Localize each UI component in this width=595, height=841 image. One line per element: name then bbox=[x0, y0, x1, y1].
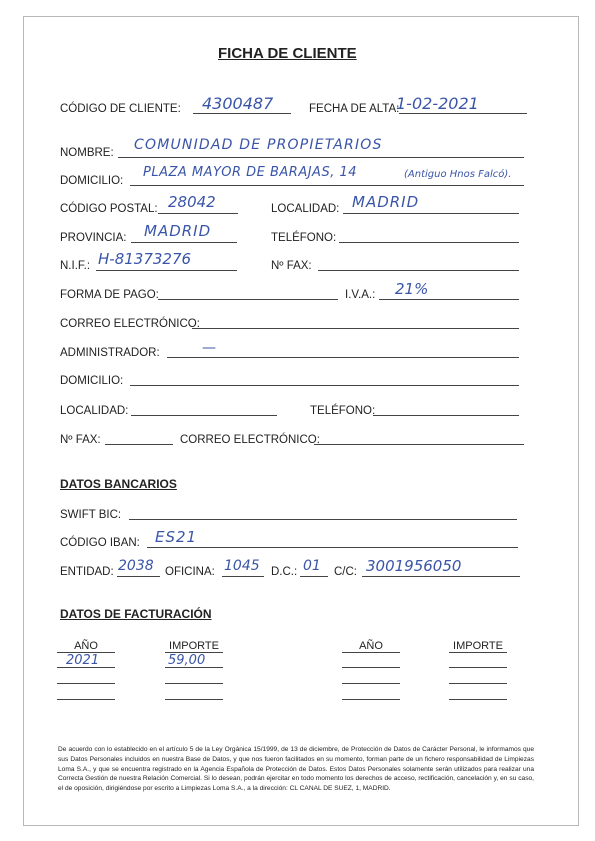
importe-row-2[interactable] bbox=[165, 683, 223, 684]
dc-value: 01 bbox=[303, 558, 321, 574]
codigo-postal-value: 28042 bbox=[168, 193, 216, 211]
admin-domicilio-line[interactable] bbox=[130, 385, 519, 386]
swift-line[interactable] bbox=[129, 519, 517, 520]
admin-telefono-label: TELÉFONO: bbox=[310, 405, 376, 417]
anio-row-1b[interactable] bbox=[342, 667, 400, 668]
importe-header-1: IMPORTE bbox=[169, 640, 219, 652]
anio-value: 2021 bbox=[66, 653, 100, 668]
administrador-line[interactable] bbox=[167, 357, 519, 358]
cc-value: 3001956050 bbox=[366, 557, 462, 575]
dc-line[interactable] bbox=[300, 576, 328, 577]
page-title: FICHA DE CLIENTE bbox=[218, 45, 357, 62]
anio-row-2[interactable] bbox=[57, 683, 115, 684]
localidad-value: MADRID bbox=[352, 193, 420, 211]
telefono-line[interactable] bbox=[339, 242, 519, 243]
iban-line[interactable] bbox=[147, 547, 518, 548]
legal-notice: De acuerdo con lo establecido en el artículo 5 de la Ley Orgánica 15/1999, de 13 de diciembre, de Protección de Datos de Carácter Personal, le informamos que sus Datos Personales incluidos en nuestra Base de Datos, y que nos fueron facilitados en su momento, forman parte de un fichero responsabilidad de Limpiezas Loma S.A., y que se encuentra registrado en la Agencia Española de Protección de Datos. Estos Datos Personales solamente serán utilizados para realizar una Correcta Gestión de nuestra Relación Comercial. Si lo desean, podrán ejercitar en todo momento los derechos de acceso, rectificación, cancelación y, en su caso, el de oposición, dirigiéndose por escrito a Limpiezas Loma S.A., a la dirección: CL CANAL DE SUEZ, 1, MADRID. bbox=[58, 746, 534, 793]
domicilio-line[interactable] bbox=[130, 185, 524, 186]
dc-label: D.C.: bbox=[271, 566, 298, 578]
nombre-line[interactable] bbox=[118, 157, 524, 158]
datos-bancarios-heading: DATOS BANCARIOS bbox=[60, 477, 177, 491]
importe-row-1b[interactable] bbox=[449, 667, 507, 668]
localidad-line[interactable] bbox=[343, 213, 519, 214]
cc-line[interactable] bbox=[362, 576, 520, 577]
codigo-cliente-label: CÓDIGO DE CLIENTE: bbox=[60, 103, 181, 115]
importe-row-3[interactable] bbox=[165, 699, 223, 700]
codigo-postal-label: CÓDIGO POSTAL: bbox=[60, 203, 158, 215]
iva-line[interactable] bbox=[379, 299, 519, 300]
importe-row-1[interactable] bbox=[165, 667, 223, 668]
anio-underline-2 bbox=[342, 652, 400, 653]
localidad-label: LOCALIDAD: bbox=[271, 203, 340, 215]
importe-row-2b[interactable] bbox=[449, 683, 507, 684]
provincia-value: MADRID bbox=[144, 222, 212, 240]
entidad-value: 2038 bbox=[118, 558, 154, 574]
correo-label: CORREO ELECTRÓNICO: bbox=[60, 318, 200, 330]
anio-row-1[interactable] bbox=[57, 667, 115, 668]
nif-label: N.I.F.: bbox=[60, 260, 91, 272]
nif-value: H-81373276 bbox=[98, 250, 192, 268]
anio-row-3b[interactable] bbox=[342, 699, 400, 700]
nombre-value: COMUNIDAD DE PROPIETARIOS bbox=[134, 137, 383, 153]
iban-label: CÓDIGO IBAN: bbox=[60, 537, 140, 549]
nombre-label: NOMBRE: bbox=[60, 147, 114, 159]
domicilio-value: PLAZA MAYOR DE BARAJAS, 14 bbox=[143, 165, 358, 180]
provincia-line[interactable] bbox=[131, 242, 237, 243]
oficina-line[interactable] bbox=[222, 576, 264, 577]
importe-value: 59,00 bbox=[168, 653, 206, 668]
importe-row-3b[interactable] bbox=[449, 699, 507, 700]
anio-row-3[interactable] bbox=[57, 699, 115, 700]
fecha-alta-line[interactable] bbox=[399, 113, 527, 114]
correo-line[interactable] bbox=[192, 328, 519, 329]
fecha-alta-value: 1-02-2021 bbox=[396, 94, 479, 113]
entidad-line[interactable] bbox=[117, 576, 160, 577]
importe-underline-2 bbox=[449, 652, 507, 653]
codigo-cliente-line[interactable] bbox=[193, 113, 291, 114]
telefono-label: TELÉFONO: bbox=[271, 232, 337, 244]
fax-label: Nº FAX: bbox=[271, 260, 312, 272]
forma-pago-label: FORMA DE PAGO: bbox=[60, 289, 159, 301]
admin-localidad-label: LOCALIDAD: bbox=[60, 405, 129, 417]
admin-fax-label: Nº FAX: bbox=[60, 434, 101, 446]
admin-fax-line[interactable] bbox=[105, 444, 173, 445]
importe-header-2: IMPORTE bbox=[453, 640, 503, 652]
admin-correo-line[interactable] bbox=[314, 444, 524, 445]
nif-line[interactable] bbox=[96, 270, 237, 271]
fecha-alta-label: FECHA DE ALTA: bbox=[309, 103, 400, 115]
domicilio-label: DOMICILIO: bbox=[60, 175, 124, 187]
cc-label: C/C: bbox=[334, 566, 357, 578]
oficina-value: 1045 bbox=[224, 558, 260, 574]
forma-pago-line[interactable] bbox=[158, 299, 338, 300]
admin-telefono-line[interactable] bbox=[373, 415, 519, 416]
swift-label: SWIFT BIC: bbox=[60, 509, 122, 521]
datos-facturacion-heading: DATOS DE FACTURACIÓN bbox=[60, 607, 212, 621]
provincia-label: PROVINCIA: bbox=[60, 232, 127, 244]
administrador-label: ADMINISTRADOR: bbox=[60, 347, 160, 359]
domicilio-note: (Antiguo Hnos Falcó). bbox=[404, 169, 512, 180]
administrador-value: — bbox=[202, 340, 216, 356]
oficina-label: OFICINA: bbox=[165, 566, 215, 578]
fax-line[interactable] bbox=[318, 270, 519, 271]
codigo-postal-line[interactable] bbox=[158, 213, 238, 214]
admin-domicilio-label: DOMICILIO: bbox=[60, 375, 124, 387]
anio-header-2: AÑO bbox=[359, 640, 383, 652]
admin-localidad-line[interactable] bbox=[131, 415, 277, 416]
entidad-label: ENTIDAD: bbox=[60, 566, 114, 578]
anio-header-1: AÑO bbox=[74, 640, 98, 652]
admin-correo-label: CORREO ELECTRÓNICO: bbox=[180, 434, 320, 446]
codigo-cliente-value: 4300487 bbox=[202, 94, 274, 113]
iva-label: I.V.A.: bbox=[345, 289, 376, 301]
iban-value: ES21 bbox=[155, 528, 198, 546]
iva-value: 21% bbox=[395, 280, 429, 298]
anio-row-2b[interactable] bbox=[342, 683, 400, 684]
